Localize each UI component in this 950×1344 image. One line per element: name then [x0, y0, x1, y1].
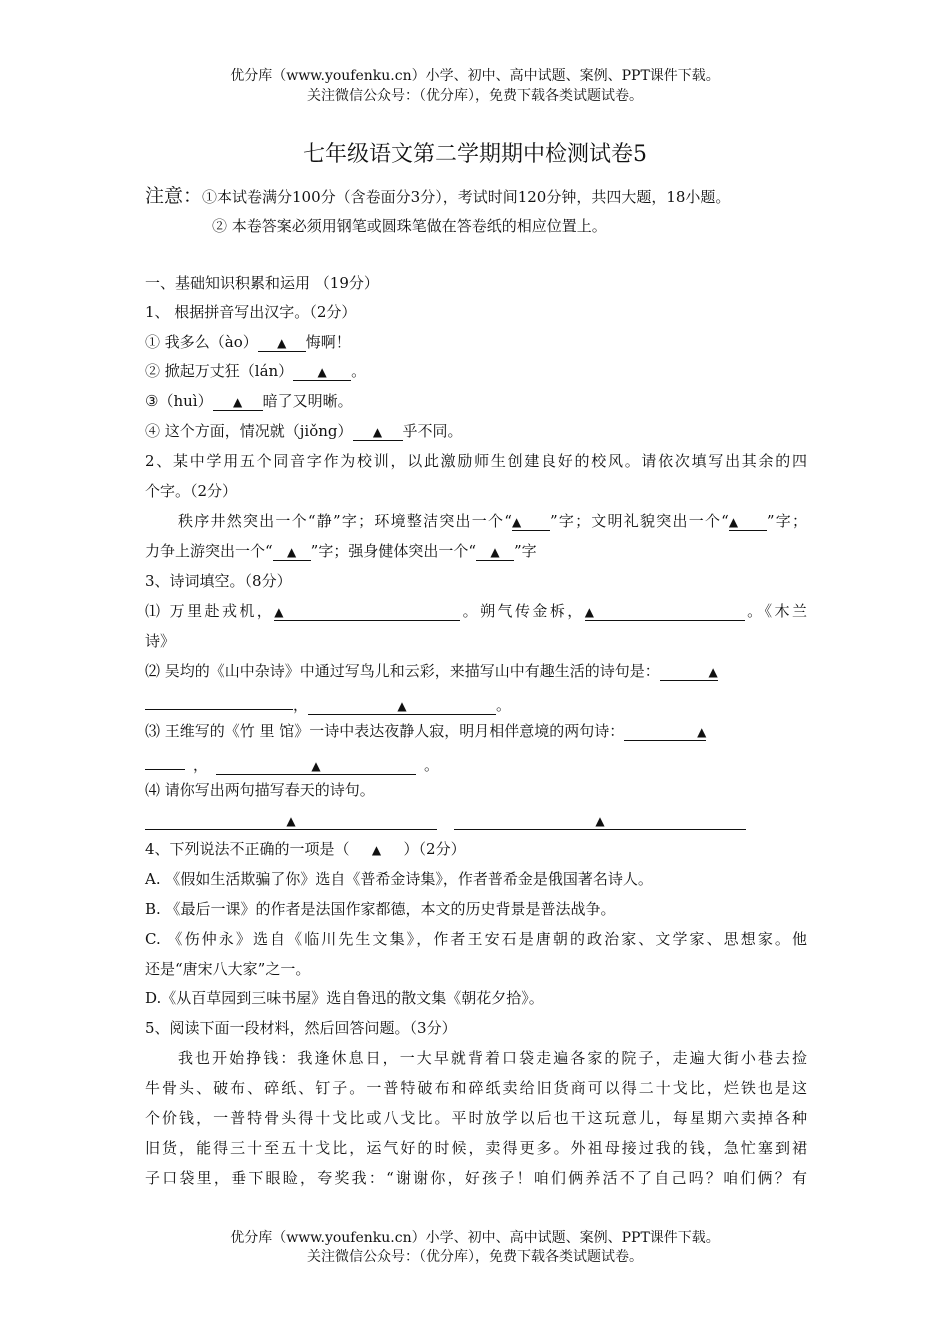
answer-blank[interactable]: ▲ [308, 696, 496, 715]
q4-option-b: B. 《最后一课》的作者是法国作家都德，本文的历史背景是普法战争。 [145, 900, 616, 918]
answer-blank[interactable]: ▲ [216, 756, 416, 775]
q3-item-2: ⑵ 吴均的《山中杂诗》中通过写鸟儿和云彩，来描写山中有趣生活的诗句是： ▲ [145, 662, 718, 680]
q1-item-4: ④ 这个方面，情况就（jiǒng） ▲ 乎不同。 [145, 422, 463, 440]
q3-item-1: ⑴ 万里赴戎机，▲ 。朔气传金柝，▲ 。《木兰 [145, 602, 807, 620]
footer-line-1: 优分库（www.youfenku.cn）小学、初中、高中试题、案例、PPT课件下载。 [230, 1230, 720, 1246]
q3-item-2-cont: ， ▲ 。 [145, 691, 511, 715]
notes-label: 注意： [145, 185, 203, 207]
answer-blank[interactable]: ▲ [273, 542, 311, 561]
q4-option-a: A. 《假如生活欺骗了你》选自《普希金诗集》，作者普希金是俄国著名诗人。 [145, 870, 653, 888]
q1-item-3: ③（huì） ▲ 暗了又明晰。 [145, 392, 353, 410]
answer-blank[interactable] [145, 751, 185, 770]
answer-blank[interactable]: ▲ [512, 512, 550, 531]
q3-item-3-cont: ， ▲ 。 [145, 751, 439, 775]
answer-blank[interactable]: ▲ [258, 333, 306, 352]
header-line-2: 关注微信公众号：（优分库），免费下载各类试题试卷。 [307, 88, 643, 104]
answer-blank[interactable]: ▲ [624, 722, 706, 741]
notes-line-1 [145, 186, 730, 207]
q1-item-2: ② 掀起万丈狂（lán） ▲ 。 [145, 362, 367, 380]
q3-item-4-blanks [145, 810, 746, 830]
q2-para-1: 秩序井然突出一个“静”字；环境整洁突出一个“▲ ”字；文明礼貌突出一个“▲ ”字； [178, 512, 807, 530]
q5-passage-line-3: 个价钱，一普特骨头得十戈比或八戈比。平时放学以后也干这玩意儿，每星期六卖掉各种 [145, 1109, 807, 1127]
answer-blank[interactable]: ▲ [476, 542, 514, 561]
q4-option-c: C. 《伤仲永》选自《临川先生文集》，作者王安石是唐朝的政治家、文学家、思想家。他 [145, 930, 807, 948]
answer-blank[interactable]: ▲ [660, 662, 718, 681]
section-1-title: 一、基础知识积累和运用 （19分） [145, 274, 379, 292]
q3-stem: 3、诗词填空。（8分） [145, 572, 292, 590]
q2-para-2: 力争上游突出一个“ ▲ ”字；强身健体突出一个“ ▲ ”字 [145, 542, 537, 560]
q2-stem-2: 个字。（2分） [145, 482, 238, 500]
answer-blank[interactable]: ▲ [729, 512, 767, 531]
answer-blank[interactable]: ▲ [353, 422, 403, 441]
q3-item-3: ⑶ 王维写的《竹 里 馆》一诗中表达夜静人寂，明月相伴意境的两句诗： ▲ [145, 722, 707, 740]
answer-blank[interactable]: ▲ [145, 811, 437, 830]
q4-option-d: D.《从百草园到三味书屋》选自鲁迅的散文集《朝花夕拾》。 [145, 989, 544, 1007]
q1-stem: 1、 根据拼音写出汉字。（2分） [145, 303, 357, 321]
q4-stem: 4、下列说法不正确的一项是（ ▲ ）（2分） [145, 840, 466, 858]
note-2: ② 本卷答案必须用钢笔或圆珠笔做在答卷纸的相应位置上。 [212, 217, 607, 235]
header-line-1: 优分库（www.youfenku.cn）小学、初中、高中试题、案例、PPT课件下载。 [230, 68, 720, 84]
answer-blank[interactable]: ▲ [454, 811, 746, 830]
q5-stem: 5、阅读下面一段材料，然后回答问题。（3分） [145, 1019, 457, 1037]
answer-slot[interactable]: ▲ [371, 843, 382, 857]
answer-blank[interactable] [145, 691, 293, 710]
q5-passage-line-2: 牛骨头、破布、碎纸、钉子。一普特破布和碎纸卖给旧货商可以得二十戈比，烂铁也是这 [145, 1079, 807, 1097]
answer-blank[interactable]: ▲ [213, 392, 263, 411]
q5-passage-line-1: 我也开始挣钱：我逢休息日，一大早就背着口袋走遍各家的院子，走遍大街小巷去捡 [178, 1049, 807, 1067]
page-title: 七年级语文第二学期期中检测试卷5 [303, 142, 647, 167]
q5-passage-line-5: 子口袋里，垂下眼睑，夸奖我：“谢谢你，好孩子！咱们俩养活不了自己吗？咱们俩？有 [145, 1169, 807, 1187]
q1-item-1: ① 我多么（ào） ▲ 悔啊！ [145, 333, 351, 351]
q2-stem-1: 2、某中学用五个同音字作为校训，以此激励师生创建良好的校风。请依次填写出其余的四 [145, 452, 807, 470]
note-1: ①本试卷满分100分（含卷面分3分），考试时间120分钟，共四大题，18小题。 [202, 188, 731, 206]
answer-blank[interactable]: ▲ [293, 362, 351, 381]
q3-item-1-end: 诗》 [145, 632, 176, 650]
q3-item-4: ⑷ 请你写出两句描写春天的诗句。 [145, 781, 375, 799]
q4-option-c-cont: 还是“唐宋八大家”之一。 [145, 960, 311, 978]
answer-blank[interactable]: ▲ [274, 602, 460, 621]
q5-passage-line-4: 旧货，能得三十至五十戈比，运气好的时候，卖得更多。外祖母接过我的钱，急忙塞到裙 [145, 1139, 807, 1157]
answer-blank[interactable]: ▲ [585, 602, 745, 621]
footer-line-2: 关注微信公众号：（优分库），免费下载各类试题试卷。 [307, 1249, 643, 1265]
